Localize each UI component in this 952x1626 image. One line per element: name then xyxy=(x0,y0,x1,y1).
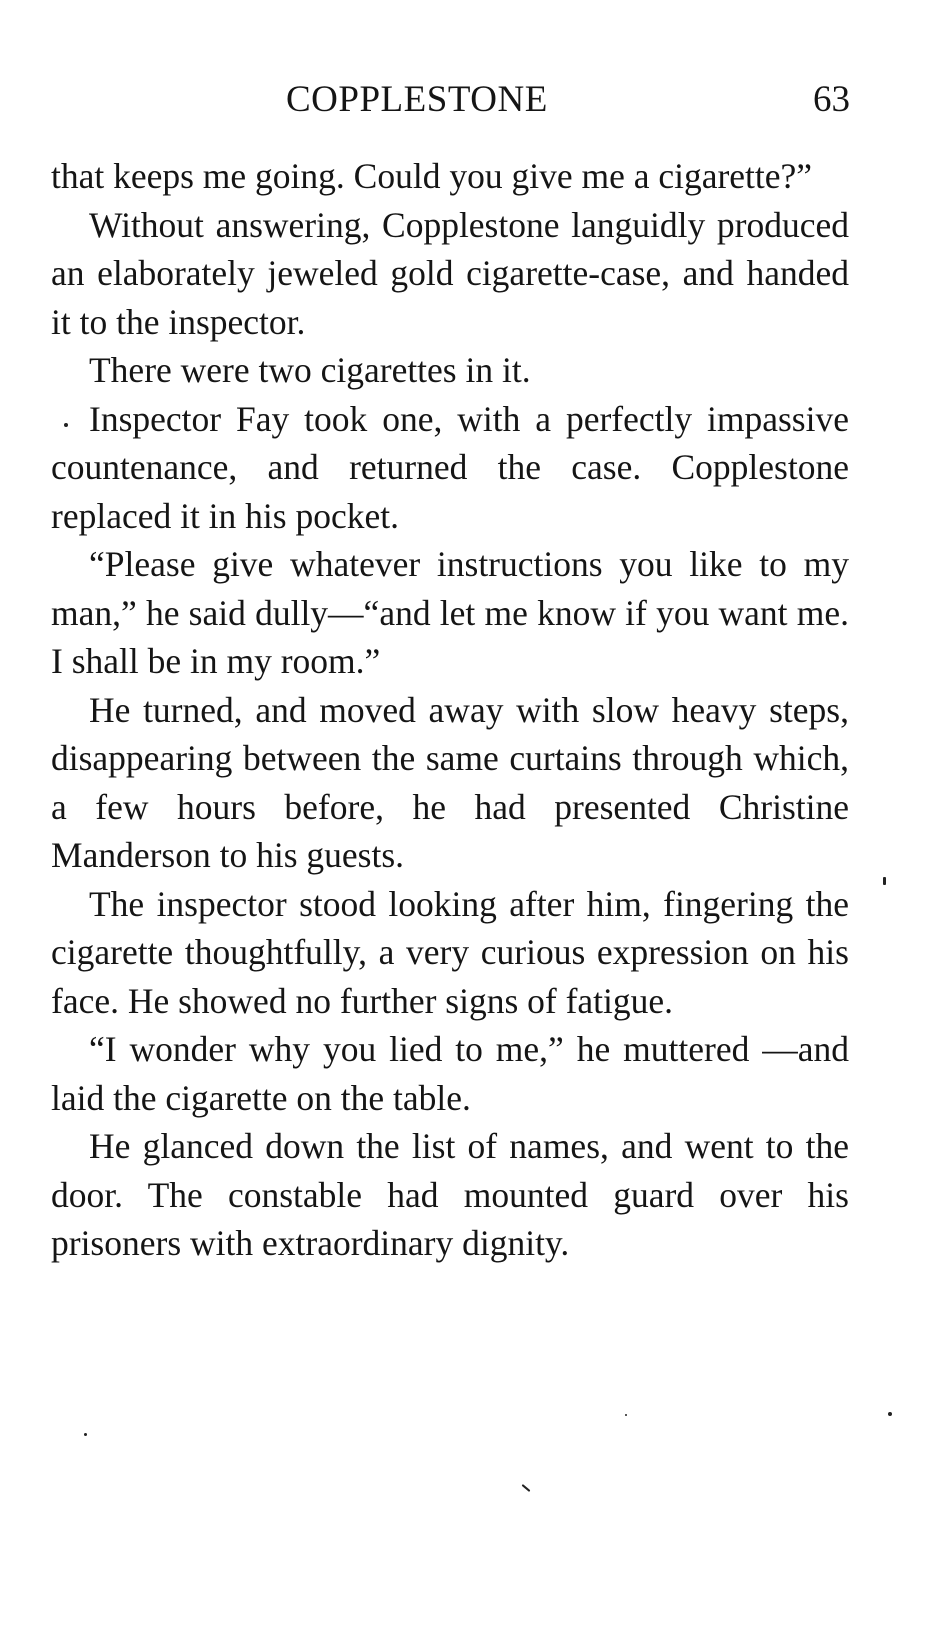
print-speck xyxy=(883,877,886,885)
paragraph-2: Without answering, Copplestone languidly produced an elaborately jeweled gold cigarette-case, and handed it to the inspector. xyxy=(51,204,849,342)
print-speck xyxy=(64,423,68,427)
paragraph-6: He turned, and moved away with slow heavy steps, disappearing between the same curtains through which, a few hours before, he had presented Christine Manderson to his guests. xyxy=(51,689,849,875)
paragraph-3: There were two cigarettes in it. xyxy=(89,350,531,390)
paragraph-7: The inspector stood looking after him, fingering the cigarette thoughtfully, a very curious expression on his face. He showed no further signs of fatigue. xyxy=(51,883,849,1021)
page-number: 63 xyxy=(813,79,850,120)
print-speck xyxy=(888,1412,892,1416)
running-head xyxy=(50,78,850,128)
body-text xyxy=(51,152,849,1268)
running-title: COPPLESTONE xyxy=(286,79,548,120)
print-speck xyxy=(625,1414,627,1416)
paragraph-9: He glanced down the list of names, and went to the door. The constable had mounted guard over his prisoners with extraordinary dignity. xyxy=(51,1126,849,1263)
print-speck xyxy=(522,1484,531,1492)
paragraph-4: Inspector Fay took one, with a perfectly impassive countenance, and returned the case. Copplestone replaced it in his pocket. xyxy=(51,398,849,536)
print-speck xyxy=(84,1433,87,1436)
paragraph-8: “I wonder why you lied to me,” he muttered —and laid the cigarette on the table. xyxy=(51,1029,849,1118)
paragraph-1: that keeps me going. Could you give me a cigarette?” xyxy=(51,156,813,196)
paragraph-5: “Please give whatever instructions you like to my man,” he said dully—“and let me know if you want me. I shall be in my room.” xyxy=(51,544,849,681)
